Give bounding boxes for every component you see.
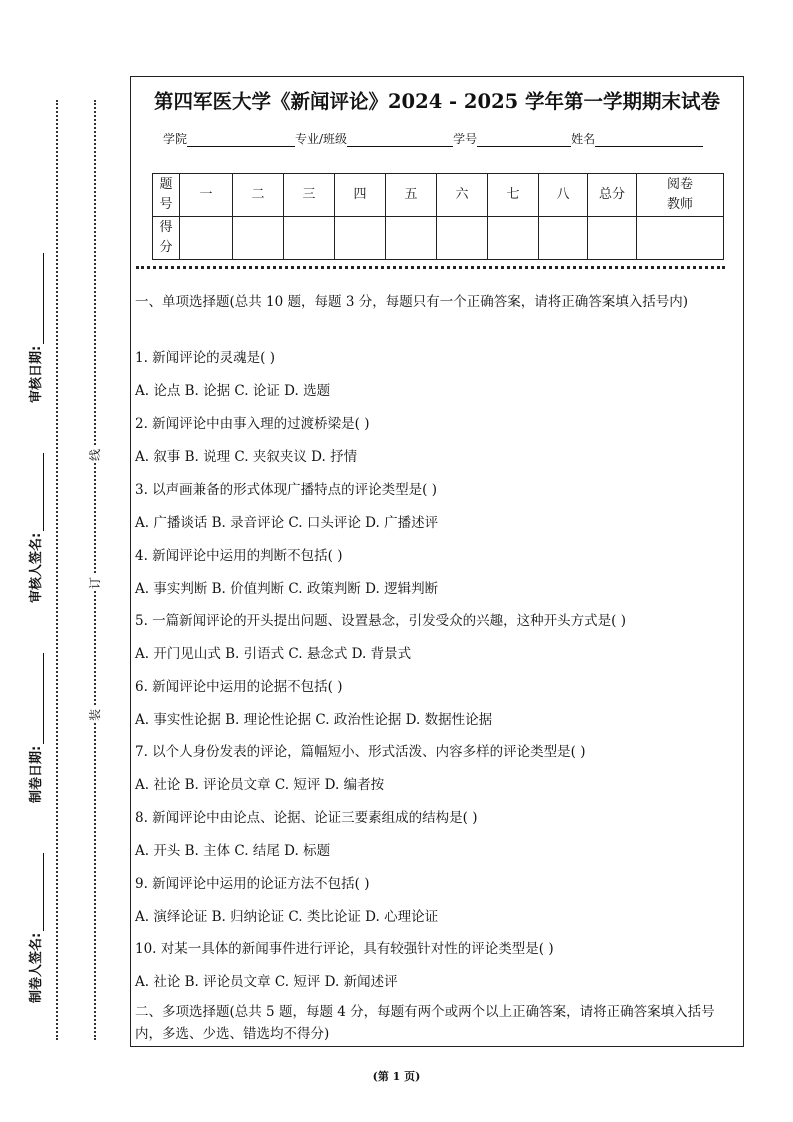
exam-title: 第四军医大学《新闻评论》2024 - 2025 学年第一学期期末试卷 [153, 90, 720, 113]
reviewer-date-label [27, 253, 47, 403]
reviewer-date-line[interactable] [31, 253, 44, 344]
score-table-score-row [153, 217, 724, 260]
question-4-options: A. 事实判断 B. 价值判断 C. 政策判断 D. 逻辑判断 [135, 581, 439, 597]
name-label: 姓名 [571, 132, 596, 146]
header-separator [136, 266, 725, 269]
binding-mark-xian: 线 [88, 449, 102, 462]
maker-date-label [27, 653, 47, 803]
question-3: 3. 以声画兼备的形式体现广播特点的评论类型是( ) [135, 482, 437, 498]
maker-sign-text: 制卷人签名: [29, 932, 44, 1003]
question-9-options: A. 演绎论证 B. 归纳论证 C. 类比论证 D. 心理论证 [135, 909, 439, 925]
question-10: 10. 对某一具体的新闻事件进行评论，具有较强针对性的评论类型是( ) [135, 941, 554, 957]
question-8-options: A. 开头 B. 主体 C. 结尾 D. 标题 [135, 843, 331, 859]
score-cell-4[interactable] [335, 217, 386, 260]
score-cell-grader[interactable] [637, 217, 724, 260]
header-char-1: 题 [159, 177, 173, 192]
grader-char-2: 教师 [666, 197, 693, 212]
question-5: 5. 一篇新闻评论的开头提出问题、设置悬念，引发受众的兴趣，这种开头方式是( ) [135, 613, 626, 629]
page-number: (第 1 页) [372, 1070, 421, 1083]
question-10-options: A. 社论 B. 评论员文章 C. 短评 D. 新闻述评 [135, 974, 398, 990]
score-char-1: 得 [159, 220, 173, 235]
student-info-fields [163, 130, 703, 147]
binding-dotted-line-inner [94, 100, 96, 1040]
score-cell-7[interactable] [488, 217, 539, 260]
major-class-label: 专业/班级 [295, 132, 348, 146]
score-cell-1[interactable] [180, 217, 233, 260]
student-id-label: 学号 [453, 132, 478, 146]
grader-header [637, 174, 724, 217]
college-label: 学院 [163, 132, 188, 146]
score-cell-total[interactable] [588, 217, 637, 260]
maker-date-text: 制卷日期: [29, 745, 44, 803]
reviewer-sign-label [27, 453, 47, 603]
section2-heading: 二、多项选择题(总共 5 题，每题 4 分，每题有两个或两个以上正确答案，请将正确答案填入括号内，多选、少选、错选均不得分) [135, 1004, 715, 1042]
maker-date-line[interactable] [31, 653, 44, 744]
col-8: 八 [539, 174, 588, 217]
maker-sign-line[interactable] [31, 853, 44, 931]
grader-char-1: 阅卷 [666, 177, 693, 192]
col-6: 六 [437, 174, 488, 217]
college-field[interactable] [187, 132, 295, 147]
section1-heading: 一、单项选择题(总共 10 题，每题 3 分，每题只有一个正确答案，请将正确答案填入括号内) [135, 294, 688, 310]
col-3: 三 [284, 174, 335, 217]
col-1: 一 [180, 174, 233, 217]
score-cell-2[interactable] [233, 217, 284, 260]
col-4: 四 [335, 174, 386, 217]
major-class-field[interactable] [347, 132, 453, 147]
name-field[interactable] [595, 132, 703, 147]
reviewer-date-text: 审核日期: [29, 345, 44, 403]
question-1-options: A. 论点 B. 论据 C. 论证 D. 选题 [135, 383, 331, 399]
question-8: 8. 新闻评论中由论点、论据、论证三要素组成的结构是( ) [135, 810, 478, 826]
question-9: 9. 新闻评论中运用的论证方法不包括( ) [135, 876, 370, 892]
question-4: 4. 新闻评论中运用的判断不包括( ) [135, 548, 343, 564]
binding-mark-zhuang: 装 [88, 709, 102, 722]
score-cell-6[interactable] [437, 217, 488, 260]
question-2: 2. 新闻评论中由事入理的过渡桥梁是( ) [135, 416, 370, 432]
maker-sign-label [27, 853, 47, 1003]
col-total: 总分 [588, 174, 637, 217]
score-cell-3[interactable] [284, 217, 335, 260]
question-number-header [153, 174, 180, 217]
question-5-options: A. 开门见山式 B. 引语式 C. 悬念式 D. 背景式 [135, 646, 412, 662]
col-5: 五 [386, 174, 437, 217]
binding-mark-ding: 订 [88, 577, 102, 590]
score-cell-5[interactable] [386, 217, 437, 260]
reviewer-sign-text: 审核人签名: [29, 532, 44, 603]
student-id-field[interactable] [477, 132, 571, 147]
score-cell-8[interactable] [539, 217, 588, 260]
score-header [153, 217, 180, 260]
question-6-options: A. 事实性论据 B. 理论性论据 C. 政治性论据 D. 数据性论据 [135, 712, 493, 728]
score-table [152, 173, 724, 260]
header-char-2: 号 [159, 197, 173, 212]
question-1: 1. 新闻评论的灵魂是( ) [135, 350, 275, 366]
question-6: 6. 新闻评论中运用的论据不包括( ) [135, 679, 343, 695]
binding-dotted-line-outer [56, 100, 58, 1040]
score-char-2: 分 [159, 240, 173, 255]
score-table-header-row [153, 174, 724, 217]
col-2: 二 [233, 174, 284, 217]
question-2-options: A. 叙事 B. 说理 C. 夹叙夹议 D. 抒情 [135, 449, 358, 465]
question-3-options: A. 广播谈话 B. 录音评论 C. 口头评论 D. 广播述评 [135, 515, 439, 531]
col-7: 七 [488, 174, 539, 217]
question-7: 7. 以个人身份发表的评论，篇幅短小、形式活泼、内容多样的评论类型是( ) [135, 744, 586, 760]
reviewer-sign-line[interactable] [31, 453, 44, 531]
question-7-options: A. 社论 B. 评论员文章 C. 短评 D. 编者按 [135, 777, 385, 793]
